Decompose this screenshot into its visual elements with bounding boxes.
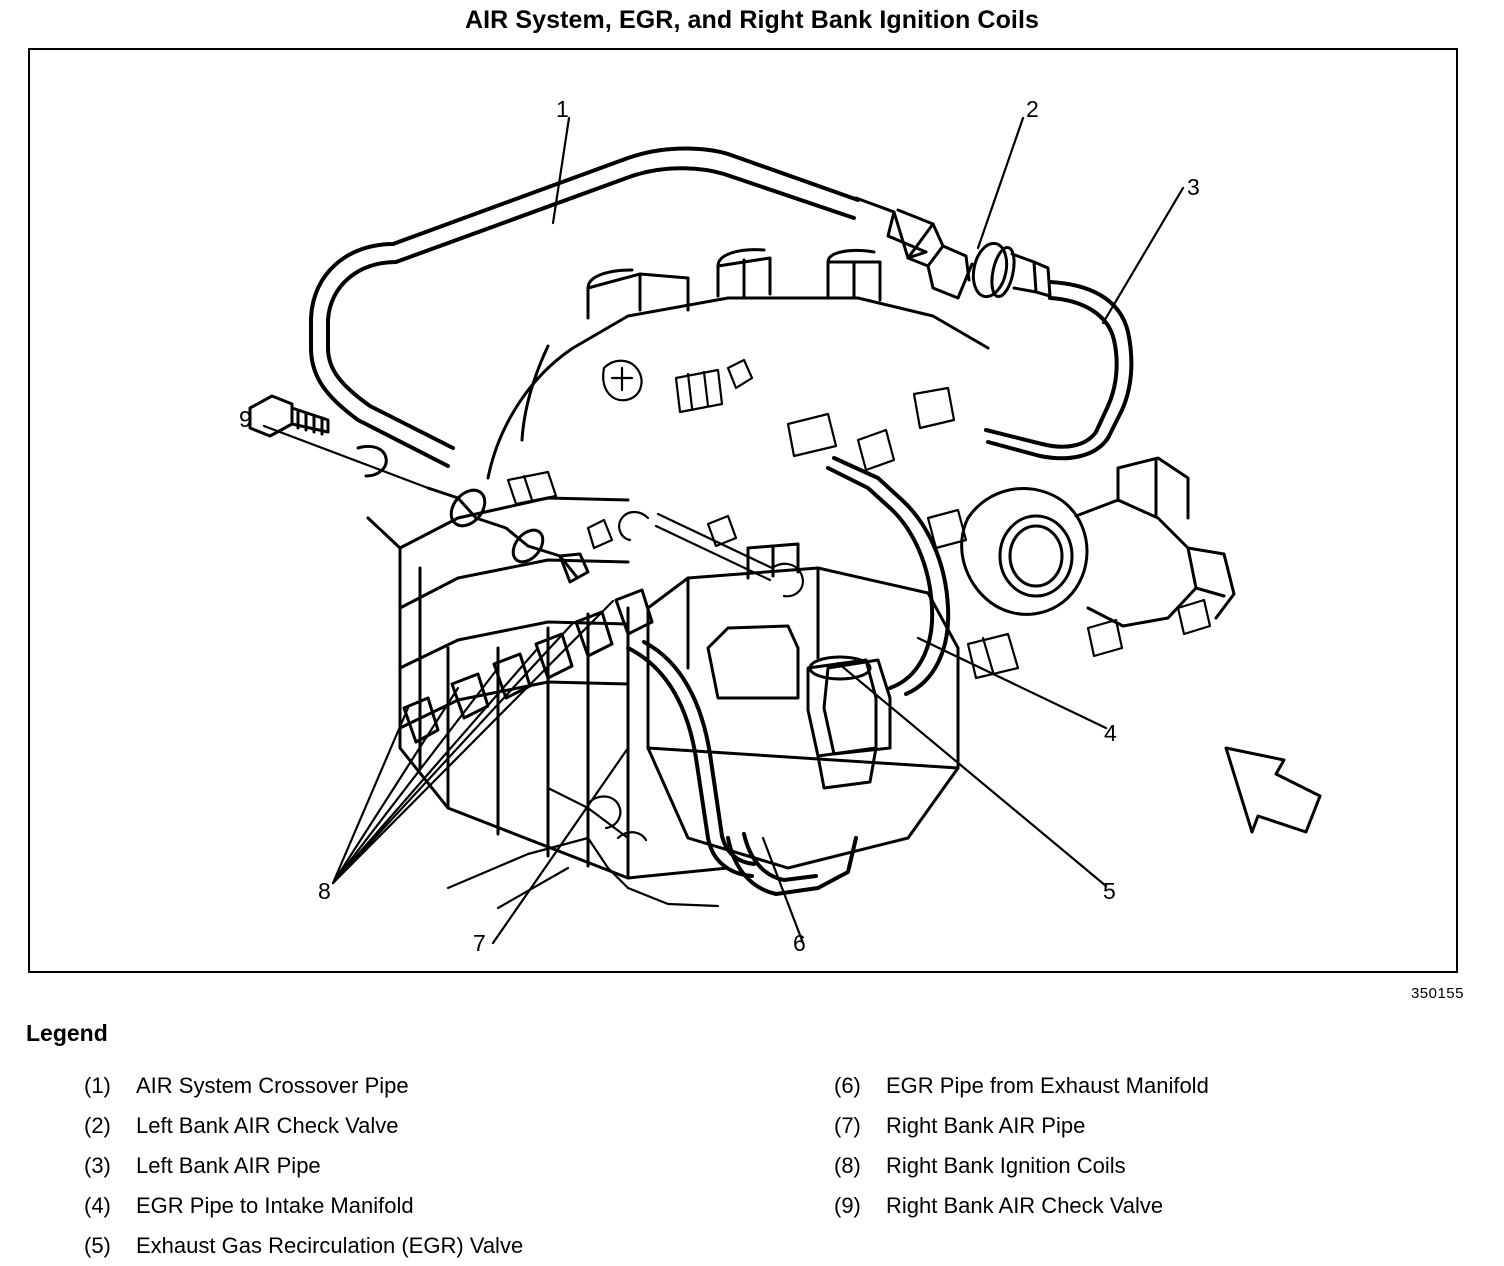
legend-item-label: AIR System Crossover Pipe xyxy=(136,1073,409,1098)
legend-column-right xyxy=(834,1066,1504,1226)
callout-9: 9 xyxy=(239,406,252,432)
legend-item-number: (8) xyxy=(834,1153,861,1178)
right-bank-ignition-coils xyxy=(404,590,652,742)
legend-item-number: (5) xyxy=(84,1233,111,1258)
engine-diagram xyxy=(28,48,1458,973)
left-bank-air-pipe xyxy=(986,282,1131,458)
direction-arrow xyxy=(1226,748,1320,832)
legend-item-label: Left Bank AIR Check Valve xyxy=(136,1113,399,1138)
legend-item-number: (2) xyxy=(84,1113,111,1138)
legend-item xyxy=(834,1146,1504,1186)
legend-item-label: Right Bank Ignition Coils xyxy=(886,1153,1126,1178)
legend-item-number: (4) xyxy=(84,1193,111,1218)
legend-heading: Legend xyxy=(26,1020,108,1046)
left-bank-air-check-valve xyxy=(958,240,1050,299)
lower-plenum xyxy=(648,544,958,868)
legend-item-label: EGR Pipe from Exhaust Manifold xyxy=(886,1073,1209,1098)
callout-1: 1 xyxy=(556,96,569,122)
legend-column-left xyxy=(84,1066,784,1266)
legend-item-number: (7) xyxy=(834,1113,861,1138)
legend-item xyxy=(834,1106,1504,1146)
legend-item xyxy=(84,1186,784,1226)
legend-item xyxy=(834,1066,1504,1106)
throttle-body xyxy=(962,458,1234,626)
callout-7: 7 xyxy=(473,930,486,956)
legend-item-label: EGR Pipe to Intake Manifold xyxy=(136,1193,414,1218)
air-crossover-pipe xyxy=(311,149,858,467)
legend-item-number: (9) xyxy=(834,1193,861,1218)
callout-4: 4 xyxy=(1104,720,1117,746)
legend-item xyxy=(84,1226,784,1266)
legend-item xyxy=(84,1106,784,1146)
egr-valve xyxy=(808,657,876,788)
legend-item xyxy=(84,1146,784,1186)
callout-3: 3 xyxy=(1187,174,1200,200)
callout-8: 8 xyxy=(318,878,331,904)
legend-item-label: Right Bank AIR Check Valve xyxy=(886,1193,1164,1218)
legend-item-label: Exhaust Gas Recirculation (EGR) Valve xyxy=(136,1233,524,1258)
crossover-connector xyxy=(856,198,969,298)
callout-5: 5 xyxy=(1103,878,1116,904)
callout-2: 2 xyxy=(1026,96,1039,122)
legend-item-number: (6) xyxy=(834,1073,861,1098)
page-title: AIR System, EGR, and Right Bank Ignition Coils xyxy=(464,6,1040,34)
legend-item-label: Right Bank AIR Pipe xyxy=(886,1113,1086,1138)
legend-item-number: (3) xyxy=(84,1153,111,1178)
figure-number: 350155 xyxy=(1410,985,1464,1002)
legend-item xyxy=(834,1186,1504,1226)
callout-6: 6 xyxy=(793,930,806,956)
legend-item-number: (1) xyxy=(84,1073,111,1098)
legend-item xyxy=(84,1066,784,1106)
legend-item-label: Left Bank AIR Pipe xyxy=(136,1153,321,1178)
